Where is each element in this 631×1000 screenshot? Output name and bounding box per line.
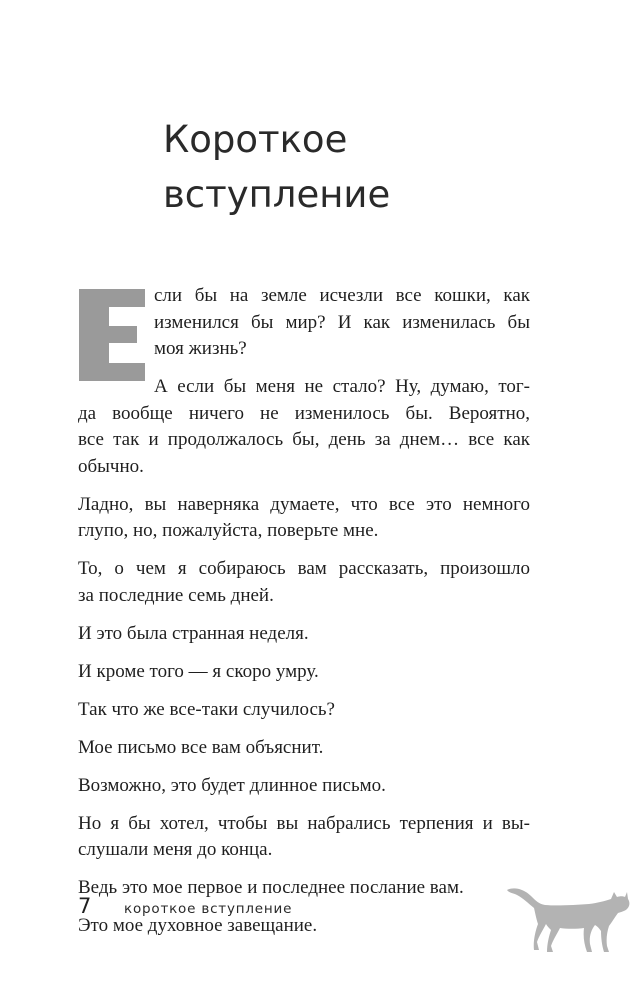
chapter-title-line-2: вступление <box>163 173 391 216</box>
paragraph-line: Ладно, вы наверняка думаете, что все это немного <box>78 493 530 515</box>
paragraph-line: Возможно, это будет длинное письмо. <box>78 774 386 796</box>
page-number: 7 <box>78 894 92 918</box>
paragraph-10 <box>78 811 530 864</box>
chapter-title-line-1: Короткое <box>163 118 348 161</box>
paragraph-line: Мое письмо все вам объяснит. <box>78 736 324 758</box>
paragraph-line: глупо, но, пожалуйста, поверьте мне. <box>78 520 379 541</box>
paragraph-line: сли бы на земле исчезли все кошки, как <box>154 285 530 306</box>
paragraph-line: слушали меня до конца. <box>78 839 273 860</box>
paragraph-line: да вообще ничего не изменилось бы. Вероятно, <box>78 402 530 424</box>
chapter-body <box>78 283 530 951</box>
paragraph-2 <box>78 374 530 480</box>
paragraph-line: Это мое духовное завещание. <box>78 915 318 936</box>
paragraph-3 <box>78 492 530 545</box>
paragraph-line: моя жизнь? <box>154 338 247 359</box>
paragraph-line: Но я бы хотел, чтобы вы набрались терпения и вы- <box>78 812 530 834</box>
paragraph-line: изменился бы мир? И как изменилась бы <box>154 311 530 333</box>
paragraph-line: Так что же все-таки случилось? <box>78 698 335 720</box>
paragraph-11 <box>78 875 530 902</box>
paragraph-line: Ведь это мое первое и последнее послание вам. <box>78 877 464 898</box>
walking-cat-icon <box>505 884 631 954</box>
paragraph-line: А если бы меня не стало? Ну, думаю, тог- <box>154 376 530 397</box>
paragraph-4 <box>78 556 530 609</box>
paragraph-1 <box>78 283 530 363</box>
paragraph-8 <box>78 735 530 762</box>
paragraph-line: все так и продолжалось бы, день за днем… все как <box>78 429 530 450</box>
paragraph-line: И кроме того — я скоро умру. <box>78 660 319 682</box>
paragraph-7 <box>78 697 530 724</box>
paragraph-line: То, о чем я собираюсь вам рассказать, произошло <box>78 558 530 579</box>
paragraph-6 <box>78 659 530 686</box>
paragraph-5 <box>78 621 530 648</box>
chapter-title <box>163 112 390 222</box>
paragraph-9 <box>78 773 530 800</box>
paragraph-line: за последние семь дней. <box>78 584 274 606</box>
running-title: короткое вступление <box>124 901 293 917</box>
paragraph-line: обычно. <box>78 455 144 477</box>
paragraph-line: И это была странная неделя. <box>78 622 309 644</box>
